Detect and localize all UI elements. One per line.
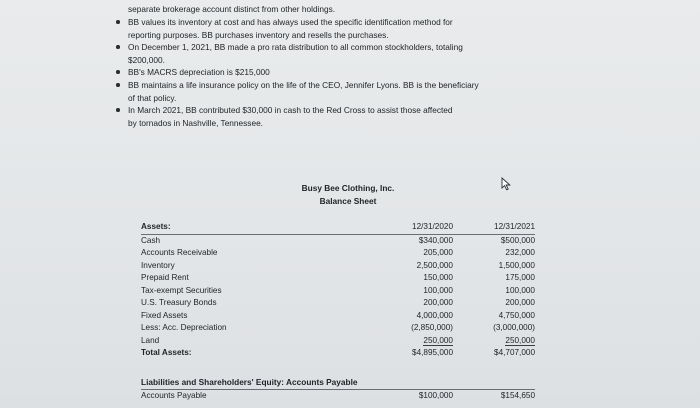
- value-2020: $100,000: [418, 391, 453, 400]
- value-2020: 205,000: [423, 248, 453, 257]
- bullet-item: [108, 66, 548, 79]
- row-label: Accounts Receivable: [141, 248, 218, 257]
- value-2021: (3,000,000): [493, 323, 535, 332]
- bullet-line: BB values its inventory at cost and has always used the specific identification method for: [128, 17, 453, 27]
- row-label: U.S. Treasury Bonds: [141, 298, 217, 307]
- underlined-value: 250,000: [505, 335, 535, 345]
- liabilities-header: Liabilities and Shareholders' Equity: Accounts Payable: [141, 377, 358, 387]
- row-label: Less: Acc. Depreciation: [141, 323, 227, 332]
- value-2021: $500,000: [500, 235, 535, 245]
- row-label: Tax-exempt Securities: [141, 285, 222, 295]
- table-header-row: [141, 221, 535, 234]
- bullet-line: of that policy.: [128, 92, 177, 103]
- bullet-line: BB maintains a life insurance policy on the life of the CEO, Jennifer Lyons. BB is the beneficiary: [128, 79, 479, 90]
- value-2020: 100,000: [423, 285, 453, 295]
- table-row: [141, 310, 535, 323]
- bullet-line: In March 2021, BB contributed $30,000 in cash to the Red Cross to assist those affected: [128, 105, 453, 116]
- value-2021: [453, 335, 535, 348]
- table-row: [141, 272, 535, 285]
- value-2020: [371, 335, 453, 348]
- column-header-2020: 12/31/2020: [371, 221, 453, 234]
- balance-sheet-title: [288, 182, 408, 207]
- table-row: [141, 247, 535, 260]
- column-header-2021: 12/31/2021: [453, 221, 535, 234]
- bullet-icon: [116, 20, 120, 24]
- table-row: [141, 285, 535, 298]
- bullet-line: $200,000.: [128, 54, 165, 65]
- bullet-item: [108, 104, 548, 129]
- bullet-icon: [116, 70, 120, 74]
- row-label: Prepaid Rent: [141, 273, 189, 282]
- table-row: [141, 234, 535, 247]
- table-row: [141, 390, 535, 403]
- bullet-item: [108, 41, 548, 66]
- value-2021: 175,000: [505, 273, 535, 282]
- balance-sheet-table: [141, 221, 535, 360]
- bullet-icon: [116, 45, 120, 49]
- intro-line: separate brokerage account distinct from other holdings.: [128, 4, 336, 14]
- row-label: Accounts Payable: [141, 391, 207, 400]
- total-label: Total Assets:: [141, 348, 192, 357]
- value-2020: 150,000: [423, 273, 453, 282]
- company-name: Busy Bee Clothing, Inc.: [301, 183, 395, 193]
- total-2020: $4,895,000: [412, 348, 453, 357]
- value-2020: (2,850,000): [411, 323, 453, 332]
- value-2021: 232,000: [505, 248, 535, 257]
- value-2020: 2,500,000: [416, 260, 453, 270]
- facts-bullet-list: [108, 16, 548, 129]
- value-2021: 100,000: [505, 285, 535, 295]
- mouse-cursor-icon: [501, 177, 513, 191]
- bullet-item: [108, 16, 548, 41]
- statement-title: Balance Sheet: [319, 195, 377, 206]
- row-label: Fixed Assets: [141, 310, 188, 320]
- value-2021: 1,500,000: [498, 260, 535, 270]
- value-2020: $340,000: [418, 235, 453, 245]
- row-label: Land: [141, 335, 160, 345]
- row-label: Inventory: [141, 260, 175, 270]
- bullet-line: On December 1, 2021, BB made a pro rata distribution to all common stockholders, totaling: [128, 42, 463, 53]
- value-2021: $154,650: [500, 391, 535, 400]
- bullet-item: [108, 79, 548, 104]
- value-2021: 4,750,000: [498, 310, 535, 320]
- value-2020: 200,000: [423, 298, 453, 307]
- bullet-icon: [116, 83, 120, 87]
- bullet-line: by tornados in Nashville, Tennessee.: [128, 117, 263, 128]
- underlined-value: 250,000: [423, 335, 453, 345]
- bullet-line: reporting purposes. BB purchases inventory and resells the purchases.: [128, 29, 389, 40]
- value-2020: 4,000,000: [416, 310, 453, 320]
- bullet-line: BB's MACRS depreciation is $215,000: [128, 67, 270, 78]
- table-row: [141, 297, 535, 310]
- row-label: Cash: [141, 235, 161, 245]
- total-assets-row: [141, 347, 535, 360]
- bullet-icon: [116, 108, 120, 112]
- assets-header: Assets:: [141, 221, 371, 234]
- table-row: [141, 260, 535, 273]
- liabilities-table: [141, 389, 535, 402]
- table-row: [141, 322, 535, 335]
- total-2021: $4,707,000: [494, 348, 535, 357]
- facts-text-block: [108, 0, 548, 129]
- value-2021: 200,000: [505, 298, 535, 307]
- table-row: [141, 335, 535, 348]
